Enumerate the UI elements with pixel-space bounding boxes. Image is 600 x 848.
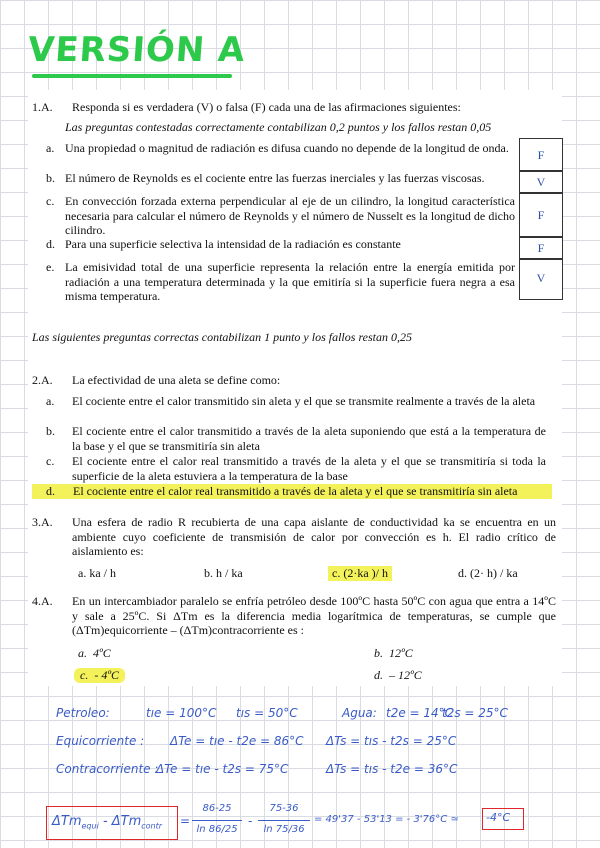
exam-page [28,90,562,686]
note-equi-dte: ΔTe = tıe - t2e = 86°C [170,734,304,748]
note-contra-dts: ΔTs = tıs - t2e = 36°C [326,762,458,776]
note-petroleo-label: Petroleo: [56,706,110,720]
note-agua-t2e: t2e = 14°C [386,706,454,720]
q1-item-text: El número de Reynolds es el cociente entre las fuerzas inerciales y las fuerzas viscosas. [65,171,485,185]
q4-option: b. 12ºC [374,646,413,660]
note-agua-t2s: t2s = 25°C [442,706,508,720]
frac1-denominator: ln 86/25 [196,824,238,835]
title-underline [32,74,232,78]
q4-option: a. 4ºC [78,646,111,660]
q1-item-letter: c. [46,194,55,208]
frac2-numerator: 75-36 [269,803,299,814]
q2-option-letter: c. [46,454,55,468]
q2-number: 2.A. [32,373,53,387]
q4-number: 4.A. [32,594,53,608]
note-contracorriente-label: Contracorriente : [56,762,159,776]
q1-item-text: La emisividad total de una superficie representa la relación entre la energía emitida por radiación a una temperatura determinada y la que emitiría si la superficie fuera negra a esa misma temperatura. [65,260,515,303]
note-contra-dte: ΔTe = tıe - t2s = 75°C [156,762,289,776]
eq-equals: = [180,814,191,828]
q2-prompt: La efectividad de una aleta se define como: [72,373,281,387]
answer-value: F [537,241,545,255]
eq-minus: - [248,814,253,828]
q1-item-letter: e. [46,260,55,274]
answer-value: V [536,175,546,189]
answer-box[interactable] [519,258,563,300]
answer-box[interactable] [519,138,563,172]
q1-item-letter: b. [46,171,55,185]
answer-box[interactable] [519,170,563,194]
answer-box[interactable] [519,192,563,238]
frac1-numerator: 86-25 [202,803,232,814]
note-equicorriente-label: Equicorriente : [56,734,145,748]
answer-value: V [536,271,546,285]
q1-item-text: Una propiedad o magnitud de radiación es difusa cuando no depende de la longitud de onda. [65,141,509,155]
q1-number: 1.A. [32,100,53,114]
answer-box[interactable] [519,236,563,260]
section-note: Las siguientes preguntas correctas contabilizan 1 punto y los fallos restan 0,25 [32,330,412,344]
q2-option-letter: d. [46,484,55,498]
eq-lhs: ΔTm$_{equi}$ - ΔTm$_{contr}$ [52,814,163,831]
q4-prompt: En un intercambiador paralelo se enfría petróleo desde 100ºC hasta 50ºC con agua que entra a 14ºC y sale a 25ºC. Si ΔTm es la diferencia media logarítmica de temperaturas, se cumple que (ΔTm)equicorriente – (ΔTm)contracorriente es : [72,594,556,637]
eq-result: = 49'37 - 53'13 = - 3'76°C ≃ [314,814,459,825]
q3-number: 3.A. [32,515,53,529]
q4-option: d. – 12ºC [374,668,422,682]
answer-value: F [537,208,545,222]
q2-option-letter: a. [46,394,55,408]
q1-item-text: En convección forzada externa perpendicular al eje de un cilindro, la longitud característica necesaria para calcular el número de Reynolds y el número de Nusselt es la longitud de dicho cilindro. [65,194,515,237]
answer-value: F [537,148,545,162]
note-equi-dts: ΔTs = tıs - t2s = 25°C [326,734,457,748]
q3-option: a. ka / h [78,566,116,580]
q2-option-text: El cociente entre el calor transmitido a través de la aleta suponiendo que está a la temperatura de la base y el que se transmitiría sin aleta [72,424,546,453]
q1-item-letter: a. [46,141,55,155]
q1-item-letter: d. [46,237,55,251]
q1-item-text: Para una superficie selectiva la intensidad de la radiación es constante [65,237,401,251]
q3-option: d. (2· h) / ka [458,566,518,580]
q1-note: Las preguntas contestadas correctamente contabilizan 0,2 puntos y los fallos restan 0,05 [65,120,492,134]
q2-correct-option [32,484,552,499]
q4-correct-option: c. - 4ºC [74,668,125,683]
q1-prompt: Responda si es verdadera (V) o falsa (F) cada una de las afirmaciones siguientes: [72,100,461,114]
q3-option: b. h / ka [204,566,243,580]
q2-option-text: El cociente entre el calor real transmitido a través de la aleta y el que se transmitiría sin aleta [73,484,518,498]
final-answer: -4°C [486,811,511,824]
note-agua-label: Agua: [342,706,377,720]
frac1-line [192,820,242,821]
frac2-denominator: ln 75/36 [263,824,305,835]
q3-prompt: Una esfera de radio R recubierta de una capa aislante de conductividad ka se encuentra en un ambiente cuyo coeficiente de transmisión de calor por convección es h. El radio crítico de aislamiento es: [72,515,556,558]
q2-option-text: El cociente entre el calor real transmitido a través de la aleta y el que se transmitiría si toda la superficie de la aleta estuviera a la temperatura de la base [72,454,546,483]
note-petroleo-tie: tıe = 100°C [146,706,217,720]
q2-option-letter: b. [46,424,55,438]
version-title: VERSIÓN A [26,30,247,70]
frac2-line [258,820,310,821]
note-petroleo-tis: tıs = 50°C [236,706,298,720]
q3-correct-option: c. (2·ka )/ h [328,566,392,581]
q2-option-text: El cociente entre el calor transmitido sin aleta y el que se transmite realmente a través de la aleta [72,394,536,408]
